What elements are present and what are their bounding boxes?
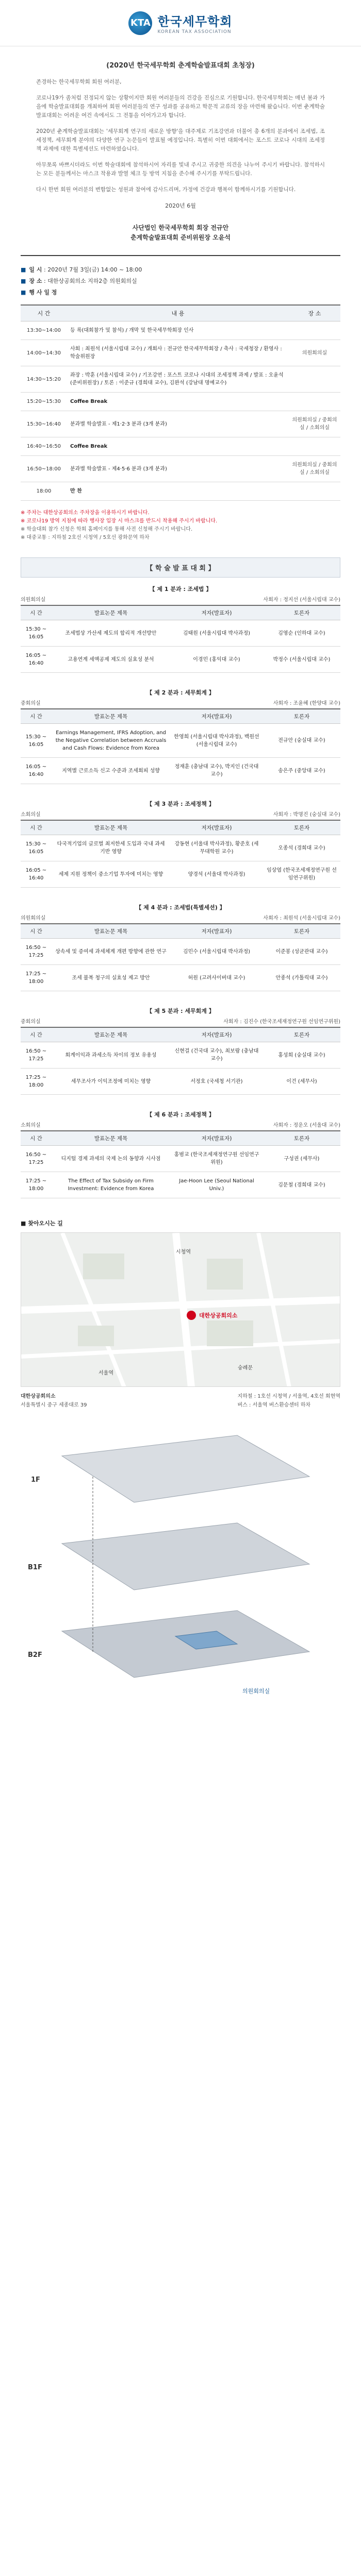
session-meta bbox=[21, 913, 340, 921]
paper-title: 조세법상 가산세 제도의 합리적 개선방안 bbox=[52, 620, 170, 647]
program-row: 16:40~16:50 Coffee Break bbox=[21, 437, 340, 456]
host-chair: 춘계학술발표대회 준비위원장 오윤석 bbox=[130, 234, 231, 241]
session-table bbox=[21, 923, 340, 991]
session-header: 발표논문 제목 bbox=[52, 924, 170, 939]
session-chair: 사회자 : 최원석 (서울시립대 교수) bbox=[263, 916, 340, 921]
program-row: 15:30~16:40 분과별 학술발표 - 제1·2·3 분과 (3개 분과) 의원회의실 / 중회의실 / 소회의실 bbox=[21, 411, 340, 437]
session-meta bbox=[21, 699, 340, 706]
session-header: 저자(발표자) bbox=[170, 1027, 263, 1042]
session-row bbox=[21, 861, 340, 888]
session-row bbox=[21, 1172, 340, 1198]
host-signature bbox=[0, 223, 361, 243]
map-svg bbox=[21, 1233, 340, 1387]
session-row bbox=[21, 835, 340, 861]
session-block bbox=[21, 688, 340, 784]
map-label: 숭례문 bbox=[238, 1365, 253, 1371]
session-header: 토론자 bbox=[263, 1027, 340, 1042]
map-label: 서울역 bbox=[99, 1370, 113, 1376]
note: ※ 학술대회 참가 신청은 학회 홈페이지를 통해 사전 신청해 주시기 바랍니다. bbox=[21, 527, 193, 532]
intro-paragraph: 존경하는 한국세무학회 회원 여러분, bbox=[36, 79, 122, 85]
intro-paragraph: 2020년 춘계학술발표대회는 '세무회계 연구의 새로운 방향'을 대주제로 기조강연과 더불어 총 6개의 분과에서 조세법, 조세정책, 세무회계 분야의 다양한 연구 논문들이 발표될 예정입니다. 특별히 이번 대회에서는 포스트 코로나 시대의 조세정책 과제에 대한 특별세션도 마련하였습니다. bbox=[36, 128, 325, 152]
note: ※ 대중교통 : 지하철 2호선 시청역 / 5호선 광화문역 하차 bbox=[21, 535, 150, 540]
paper-title: 세제 지원 정책이 중소기업 투자에 미치는 영향 bbox=[52, 861, 170, 888]
program-row: 14:30~15:20 좌장 : 박훈 (서울시립대 교수) / 기조강연 : 포스트 코로나 시대의 조세정책 과제 / 발표 : 오윤석 (준비위원장) / 토론 : 이준규 (경희대 교수), 김완석 (강남대 명예교수) bbox=[21, 366, 340, 393]
session-row bbox=[21, 724, 340, 758]
session-header: 시 간 bbox=[21, 709, 52, 724]
paper-title: 디지털 경제 과세의 국제 논의 동향과 시사점 bbox=[52, 1146, 170, 1172]
session-meta bbox=[21, 1121, 340, 1128]
session-header: 시 간 bbox=[21, 605, 52, 620]
session-name: 【 제 2 분과 : 세무회계 】 bbox=[146, 689, 215, 696]
letter-date: 2020년 6월 bbox=[165, 202, 196, 209]
section-title: 【 학 술 발 표 대 회 】 bbox=[21, 557, 340, 578]
session-block bbox=[21, 903, 340, 991]
session-chair: 사회자 : 박명진 (숭실대 교수) bbox=[273, 812, 340, 818]
floor-plan-svg bbox=[21, 1425, 340, 1714]
map-label: 시청역 bbox=[176, 1249, 191, 1255]
session-row bbox=[21, 1042, 340, 1069]
session-name: 【 제 3 분과 : 조세정책 】 bbox=[146, 801, 215, 807]
session-block bbox=[21, 1110, 340, 1198]
session-chair: 사회자 : 정운오 (서울대 교수) bbox=[273, 1123, 340, 1128]
program-header: 내 용 bbox=[67, 305, 289, 321]
paper-author: 신현걸 (건국대 교수), 최보람 (충남대 교수) bbox=[170, 1042, 263, 1069]
notes bbox=[21, 509, 340, 542]
program-header: 시 간 bbox=[21, 305, 67, 321]
session-meta bbox=[21, 810, 340, 818]
paper-discussant: 송은주 (중앙대 교수) bbox=[263, 758, 340, 784]
session-header: 저자(발표자) bbox=[170, 924, 263, 939]
paper-time: 17:25 ~ 18:00 bbox=[21, 1172, 52, 1198]
floor-plan bbox=[21, 1425, 340, 1714]
doc-title: (2020년 한국세무학회 춘계학술발표대회 초청장) bbox=[106, 62, 255, 70]
session-table bbox=[21, 605, 340, 673]
program-row: 14:00~14:30 사회 : 최원석 (서울시립대 교수) / 개회사 : 전규안 한국세무학회장 / 축사 : 국세청장 / 환영사 : 학술위원장 의원회의실 bbox=[21, 340, 340, 366]
session-block bbox=[21, 585, 340, 673]
session-row bbox=[21, 758, 340, 784]
paper-author: 허원 (고려사이버대 교수) bbox=[170, 965, 263, 991]
map-title: ■ 찾아오시는 길 bbox=[21, 1220, 63, 1227]
paper-author: 김태원 (서울시립대 박사과정) bbox=[170, 620, 263, 647]
paper-time: 15:30 ~ 16:05 bbox=[21, 835, 52, 861]
paper-time: 16:05 ~ 16:40 bbox=[21, 758, 52, 784]
paper-discussant: 구성권 (세무사) bbox=[263, 1146, 340, 1172]
paper-title: 상속세 및 증여세 과세체계 개편 방향에 관한 연구 bbox=[52, 939, 170, 965]
paper-discussant: 박정수 (서울시립대 교수) bbox=[263, 647, 340, 673]
paper-time: 16:50 ~ 17:25 bbox=[21, 939, 52, 965]
floor-room-label: 의원회의실 bbox=[242, 1688, 270, 1694]
host-president: 사단법인 한국세무학회 회장 전규안 bbox=[132, 224, 229, 231]
session-room: 의원회의실 bbox=[21, 597, 46, 603]
session-meta bbox=[21, 1017, 340, 1025]
paper-discussant: 이건 (세무사) bbox=[263, 1069, 340, 1095]
session-name: 【 제 1 분과 : 조세법 】 bbox=[149, 586, 212, 592]
logo-mark: KTA bbox=[128, 11, 152, 35]
info-item: ■ 일 시 : 2020년 7월 3일(금) 14:00 ~ 18:00 bbox=[21, 266, 142, 273]
paper-discussant: 이준봉 (성균관대 교수) bbox=[263, 939, 340, 965]
paper-author: 이경민 (홍익대 교수) bbox=[170, 647, 263, 673]
session-meta bbox=[21, 595, 340, 603]
paper-time: 16:50 ~ 17:25 bbox=[21, 1146, 52, 1172]
paper-time: 16:05 ~ 16:40 bbox=[21, 647, 52, 673]
session-header: 토론자 bbox=[263, 820, 340, 835]
paper-title: 회계이익과 과세소득 차이의 정보 유용성 bbox=[52, 1042, 170, 1069]
paper-time: 17:25 ~ 18:00 bbox=[21, 1069, 52, 1095]
paper-discussant: 임상엽 (한국조세재정연구원 선임연구위원) bbox=[263, 861, 340, 888]
divider bbox=[21, 255, 340, 256]
session-block bbox=[21, 1007, 340, 1095]
paper-author: 정재훈 (충남대 교수), 박지인 (건국대 교수) bbox=[170, 758, 263, 784]
session-header: 저자(발표자) bbox=[170, 820, 263, 835]
program-row: 13:30~14:00 등 록(대회참가 및 참석) / 개막 및 한국세무학회장 인사 bbox=[21, 321, 340, 340]
session-row bbox=[21, 647, 340, 673]
floor-label: B2F bbox=[28, 1651, 42, 1659]
session-room: 소회의실 bbox=[21, 812, 41, 818]
paper-discussant: 오종석 (경희대 교수) bbox=[263, 835, 340, 861]
session-header: 토론자 bbox=[263, 709, 340, 724]
paper-author: 홍범교 (한국조세재정연구원 선임연구위원) bbox=[170, 1146, 263, 1172]
location-map bbox=[21, 1232, 340, 1387]
session-room: 소회의실 bbox=[21, 1123, 41, 1128]
session-row bbox=[21, 965, 340, 991]
paper-discussant: 김문철 (경희대 교수) bbox=[263, 1172, 340, 1198]
session-table bbox=[21, 1027, 340, 1095]
paper-title: Earnings Management, IFRS Adoption, and the Negative Correlation between Accruals and Cash Flows: Evidence from Korea bbox=[52, 724, 170, 758]
session-header: 토론자 bbox=[263, 924, 340, 939]
sessions bbox=[0, 585, 361, 1198]
session-room: 의원회의실 bbox=[21, 916, 46, 921]
session-header: 발표논문 제목 bbox=[52, 1027, 170, 1042]
session-header: 시 간 bbox=[21, 1027, 52, 1042]
intro-paragraph: 아무쪼록 바쁘시더라도 이번 학술대회에 참석하시어 자리를 빛내 주시고 귀중한 의견을 나누어 주시기 바랍니다. 참석하시는 모든 분들께서는 마스크 착용과 발열 체크 등 방역 지침을 준수해 주시기를 부탁드립니다. bbox=[36, 162, 325, 177]
session-row bbox=[21, 620, 340, 647]
note: ※ 코로나19 방역 지침에 따라 행사장 입장 시 마스크를 반드시 착용해 주시기 바랍니다. bbox=[21, 518, 218, 524]
session-table bbox=[21, 1130, 340, 1198]
program-row: 18:00 만 찬 bbox=[21, 482, 340, 501]
session-header: 토론자 bbox=[263, 1131, 340, 1146]
program-row: 16:50~18:00 분과별 학술발표 - 제4·5·6 분과 (3개 분과) 의원회의실 / 중회의실 / 소회의실 bbox=[21, 456, 340, 482]
session-header: 저자(발표자) bbox=[170, 605, 263, 620]
header bbox=[0, 0, 361, 46]
logo-name-en: KOREAN TAX ASSOCIATION bbox=[157, 29, 232, 35]
paper-discussant: 전규안 (숭실대 교수) bbox=[263, 724, 340, 758]
intro bbox=[36, 78, 325, 194]
address-block: 대한상공회의소 서울특별시 중구 세종대로 39 bbox=[21, 1394, 87, 1408]
session-header: 시 간 bbox=[21, 1131, 52, 1146]
session-row bbox=[21, 939, 340, 965]
session-room: 중회의실 bbox=[21, 1019, 41, 1025]
transit-block: 지하철 : 1호선 시청역 / 서울역, 4호선 회현역 버스 : 서울역 버스환승센터 하차 bbox=[237, 1394, 340, 1408]
floor-label: B1F bbox=[28, 1564, 42, 1571]
session-header: 토론자 bbox=[263, 605, 340, 620]
paper-time: 16:50 ~ 17:25 bbox=[21, 1042, 52, 1069]
paper-author: 서정호 (국세청 서기관) bbox=[170, 1069, 263, 1095]
paper-title: 세무조사가 이익조정에 미치는 영향 bbox=[52, 1069, 170, 1095]
paper-author: 김민수 (서울시립대 박사과정) bbox=[170, 939, 263, 965]
program-table bbox=[21, 304, 340, 501]
info-item: ■ 장 소 : 대한상공회의소 지하2층 의원회의실 bbox=[21, 278, 137, 284]
session-header: 발표논문 제목 bbox=[52, 709, 170, 724]
session-name: 【 제 5 분과 : 세무회계 】 bbox=[146, 1008, 215, 1014]
session-chair: 사회자 : 정지선 (서울시립대 교수) bbox=[263, 597, 340, 603]
paper-author: 양경석 (서울대 박사과정) bbox=[170, 861, 263, 888]
session-name: 【 제 6 분과 : 조세정책 】 bbox=[146, 1111, 215, 1118]
paper-author: 강동현 (서울대 박사과정), 황준호 (세무대학원 교수) bbox=[170, 835, 263, 861]
note: ※ 주차는 대한상공회의소 주차장을 이용하시기 바랍니다. bbox=[21, 510, 150, 516]
program-header: 장 소 bbox=[289, 305, 340, 321]
session-row bbox=[21, 1069, 340, 1095]
paper-title: 조세 불복 청구의 실효성 제고 방안 bbox=[52, 965, 170, 991]
session-header: 발표논문 제목 bbox=[52, 605, 170, 620]
program-row: 15:20~15:30 Coffee Break bbox=[21, 393, 340, 411]
session-room: 중회의실 bbox=[21, 701, 41, 706]
session-chair: 사회자 : 김진수 (한국조세재정연구원 선임연구위원) bbox=[223, 1019, 340, 1025]
paper-discussant: 김영순 (인하대 교수) bbox=[263, 620, 340, 647]
map-marker-icon bbox=[187, 1311, 196, 1320]
session-block bbox=[21, 800, 340, 888]
paper-author: 한영희 (서울시립대 박사과정), 백원선 (서울시립대 교수) bbox=[170, 724, 263, 758]
intro-paragraph: 코로나19가 좀처럼 진정되지 않는 상황이지만 회원 여러분들의 건강을 진심으로 기원합니다. 한국세무학회는 매년 봄과 가을에 학술발표대회를 개최하여 회원 여러분들의 연구 성과를 공유하고 학문적 교류의 장을 마련해 왔습니다. 이번 춘계학술발표대회는 어려운 여건 속에서도 그 전통을 이어가고자 합니다. bbox=[36, 95, 325, 118]
session-row bbox=[21, 1146, 340, 1172]
paper-title: 다국적기업의 글로벌 최저한세 도입과 국내 과세기반 영향 bbox=[52, 835, 170, 861]
info-item: ■ 행 사 일 정 bbox=[21, 289, 57, 296]
session-chair: 사회자 : 조윤혜 (한양대 교수) bbox=[273, 701, 340, 706]
paper-title: 고용연계 세액공제 제도의 실효성 분석 bbox=[52, 647, 170, 673]
session-header: 시 간 bbox=[21, 924, 52, 939]
paper-time: 15:30 ~ 16:05 bbox=[21, 620, 52, 647]
session-table bbox=[21, 708, 340, 784]
paper-author: Jae-Hoon Lee (Seoul National Univ.) bbox=[170, 1172, 263, 1198]
address-info bbox=[21, 1392, 340, 1410]
session-table bbox=[21, 820, 340, 888]
paper-time: 15:30 ~ 16:05 bbox=[21, 724, 52, 758]
intro-paragraph: 다시 한번 회원 여러분의 변함없는 성원과 참여에 감사드리며, 가정에 건강과 행복이 함께하시기를 기원합니다. bbox=[36, 187, 296, 193]
paper-time: 17:25 ~ 18:00 bbox=[21, 965, 52, 991]
map-label: 대한상공회의소 bbox=[199, 1312, 238, 1319]
event-info bbox=[21, 264, 340, 298]
session-header: 발표논문 제목 bbox=[52, 1131, 170, 1146]
session-header: 저자(발표자) bbox=[170, 1131, 263, 1146]
floor-label: 1F bbox=[31, 1476, 40, 1484]
paper-title: 지역별 근로소득 신고 수준과 조세회피 성향 bbox=[52, 758, 170, 784]
session-header: 발표논문 제목 bbox=[52, 820, 170, 835]
session-header: 저자(발표자) bbox=[170, 709, 263, 724]
logo-wordmark bbox=[157, 11, 232, 35]
paper-discussant: 안종석 (가톨릭대 교수) bbox=[263, 965, 340, 991]
session-header: 시 간 bbox=[21, 820, 52, 835]
paper-title: The Effect of Tax Subsidy on Firm Investment: Evidence from Korea bbox=[52, 1172, 170, 1198]
logo-name: 한국세무학회 bbox=[157, 14, 233, 29]
paper-discussant: 홍성희 (숭실대 교수) bbox=[263, 1042, 340, 1069]
session-name: 【 제 4 분과 : 조세법(특별세션) 】 bbox=[136, 904, 225, 911]
paper-time: 16:05 ~ 16:40 bbox=[21, 861, 52, 888]
